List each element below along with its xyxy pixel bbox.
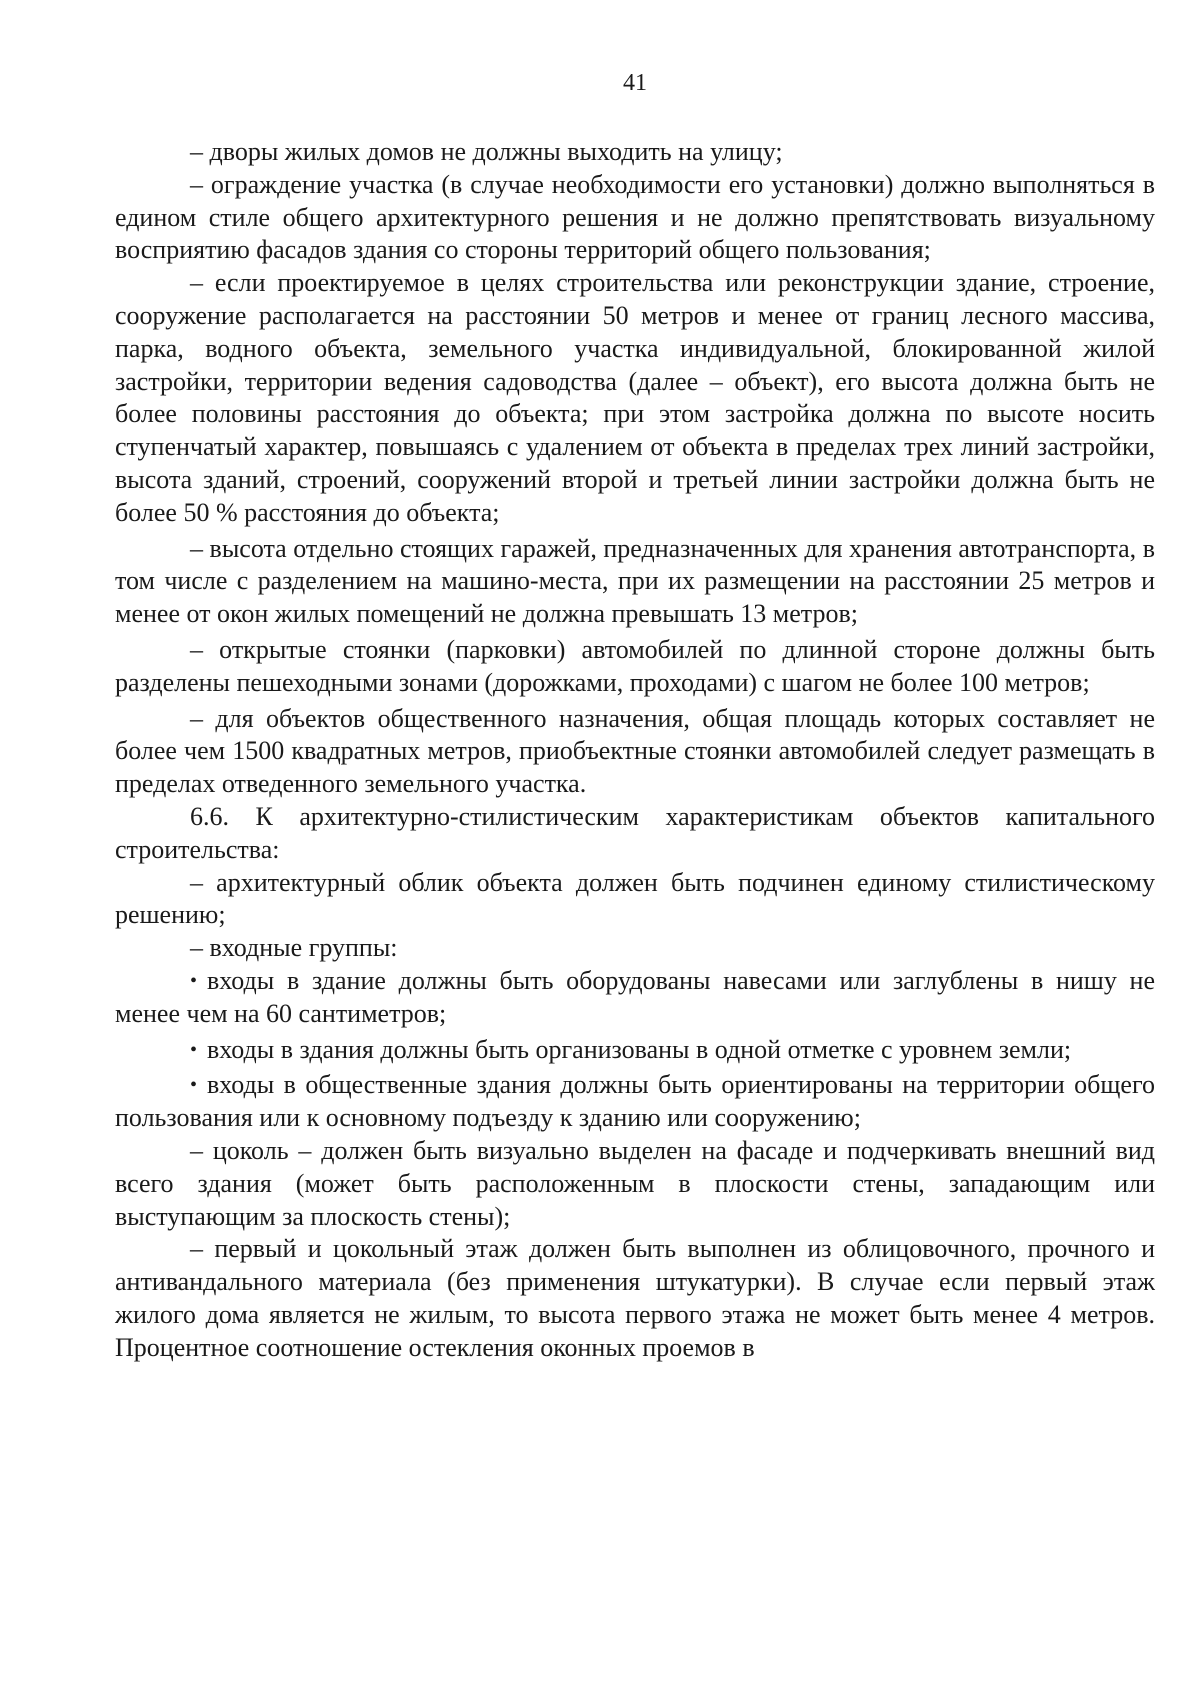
- bullet-text: входы в общественные здания должны быть ориентированы на территории общего пользования или к основному подъезду к зданию или сооружению;: [115, 1070, 1155, 1133]
- bullet-text: входы в здания должны быть организованы в одной отметке с уровнем земли;: [207, 1034, 1072, 1064]
- paragraph-building-height: – если проектируемое в целях строительства или реконструкции здание, строение, сооружение располагается на расстоянии 50 метров и менее от границ лесного массива, парка, водного объекта, земельного участка индивидуальной, блокированной жилой застройки, территории ведения садоводства (далее – объект), его высота должна быть не более половины расстояния до объекта; при этом застройка должна по высоте носить ступенчатый характер, повышаясь с удалением от объекта в пределах трех линий застройки, высота зданий, строений, сооружений второй и третьей линии застройки должна быть не более 50 % расстояния до объекта;: [115, 268, 1155, 527]
- paragraph-garages: – высота отдельно стоящих гаражей, предназначенных для хранения автотранспорта, в том числе с разделением на машино-места, при их размещении на расстоянии 25 метров и менее от окон жилых помещений не должна превышать 13 метров;: [115, 533, 1155, 629]
- bullet-icon: •: [190, 1074, 198, 1097]
- paragraph-parking: – открытые стоянки (парковки) автомобилей по длинной стороне должны быть разделены пешеходными зонами (дорожками, проходами) с шагом не более 100 метров;: [115, 634, 1155, 697]
- paragraph-plinth: – цоколь – должен быть визуально выделен на фасаде и подчеркивать внешний вид всего здания (может быть расположенным в плоскости стены, западающим или выступающим за плоскость стены);: [115, 1135, 1155, 1231]
- paragraph-entrance-groups: – входные группы:: [190, 933, 398, 963]
- page-number: 41: [623, 70, 647, 96]
- bullet-item-orientation: [115, 1069, 1155, 1135]
- paragraph-first-floor: – первый и цокольный этаж должен быть выполнен из облицовочного, прочного и антивандального материала (без применения штукатурки). В случае если первый этаж жилого дома является не жилым, то высота первого этажа не может быть менее 4 метров. Процентное соотношение остекления оконных проемов в: [115, 1234, 1155, 1362]
- paragraph-courtyards: – дворы жилых домов не должны выходить на улицу;: [190, 137, 783, 166]
- paragraph-section-6-6: 6.6. К архитектурно-стилистическим характеристикам объектов капитального строительства:: [115, 801, 1155, 864]
- paragraph-fence: – ограждение участка (в случае необходимости его установки) должно выполняться в едином стиле общего архитектурного решения и не должно препятствовать визуальному восприятию фасадов здания со стороны территорий общего пользования;: [115, 169, 1155, 265]
- bullet-item-canopies: [115, 965, 1155, 1031]
- paragraph-architectural-appearance: – архитектурный облик объекта должен быть подчинен единому стилистическому решению;: [115, 867, 1155, 930]
- bullet-icon: •: [190, 1038, 198, 1061]
- document-page: [115, 68, 1155, 1668]
- bullet-icon: •: [190, 969, 198, 992]
- bullet-item-ground-level: [115, 1034, 1155, 1067]
- bullet-text: входы в здание должны быть оборудованы навесами или заглублены в нишу не менее чем на 60 сантиметров;: [115, 965, 1155, 1028]
- paragraph-public-objects: – для объектов общественного назначения, общая площадь которых составляет не более чем 1500 квадратных метров, приобъектные стоянки автомобилей следует размещать в пределах отведенного земельного участка.: [115, 703, 1155, 799]
